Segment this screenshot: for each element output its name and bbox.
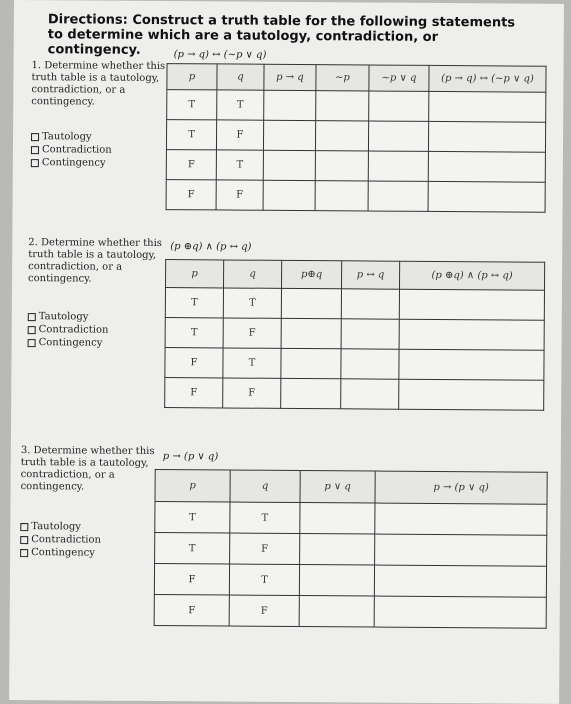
options-2: [28, 310, 109, 350]
blank-cell[interactable]: [399, 379, 544, 410]
options-3: [20, 520, 101, 560]
checkbox-contradiction-3[interactable]: [20, 536, 28, 544]
instruction-1: 1. Determine whether this truth table is a tautology, contradiction, or a contingency.: [31, 60, 166, 108]
blank-cell[interactable]: [341, 349, 399, 379]
cell: F: [216, 180, 263, 210]
option-label: Contradiction: [31, 534, 102, 546]
checkbox-contradiction-2[interactable]: [28, 326, 36, 334]
blank-cell[interactable]: [281, 378, 341, 408]
col-header: p ↔ q: [341, 261, 399, 289]
col-header: p⊕q: [281, 260, 341, 288]
cell: T: [230, 502, 300, 533]
option-label: Tautology: [42, 131, 92, 143]
blank-cell[interactable]: [429, 91, 546, 122]
blank-cell[interactable]: [281, 288, 341, 318]
cell: T: [229, 564, 299, 595]
blank-cell[interactable]: [300, 503, 375, 535]
option-label: Tautology: [31, 521, 81, 533]
truth-table-1: [166, 63, 547, 213]
blank-cell[interactable]: [315, 181, 368, 211]
cell: F: [223, 318, 281, 348]
cell: T: [155, 532, 230, 564]
blank-cell[interactable]: [375, 534, 547, 566]
checkbox-tautology-1[interactable]: [31, 133, 39, 141]
blank-cell[interactable]: [399, 289, 544, 320]
instruction-3: 3. Determine whether this truth table is a tautology, contradiction, or a contingency.: [20, 445, 155, 493]
col-header: p: [155, 469, 230, 502]
cell: F: [223, 378, 281, 408]
blank-cell[interactable]: [299, 565, 374, 597]
option-label: Contingency: [31, 547, 95, 559]
blank-cell[interactable]: [374, 565, 546, 597]
truth-table-2: [164, 259, 545, 411]
blank-cell[interactable]: [341, 379, 399, 409]
blank-cell[interactable]: [264, 90, 316, 120]
col-header: p: [165, 260, 223, 288]
blank-cell[interactable]: [428, 121, 545, 152]
cell: T: [165, 288, 223, 318]
table-row: [166, 180, 545, 213]
blank-cell[interactable]: [368, 151, 428, 181]
blank-cell[interactable]: [263, 120, 315, 150]
blank-cell[interactable]: [374, 596, 546, 628]
col-header: (p ⊕q) ∧ (p ↔ q): [399, 261, 544, 290]
table-row: [155, 501, 547, 535]
checkbox-tautology-2[interactable]: [28, 313, 36, 321]
truth-table-3: [154, 469, 548, 629]
directions-heading: Directions: Construct a truth table for the following statements to determine which are a tautology, contradiction, or contingency.: [47, 12, 516, 58]
cell: F: [166, 180, 216, 210]
blank-cell[interactable]: [315, 151, 368, 181]
blank-cell[interactable]: [315, 121, 368, 151]
col-header: (p → q) ↔ (~p ∨ q): [429, 65, 546, 92]
table-row: [154, 563, 546, 597]
cell: T: [217, 90, 264, 120]
cell: F: [165, 348, 223, 378]
col-header: ~p ∨ q: [369, 65, 429, 91]
blank-cell[interactable]: [341, 289, 399, 319]
cell: F: [229, 595, 299, 626]
blank-cell[interactable]: [281, 348, 341, 378]
option-label: Contradiction: [38, 324, 109, 336]
expression-2: (p ⊕q) ∧ (p ↔ q): [170, 241, 252, 253]
cell: T: [167, 90, 217, 120]
option-label: Tautology: [38, 311, 89, 323]
expression-1: (p → q) ↔ (~p ∨ q): [173, 49, 267, 61]
cell: T: [223, 348, 281, 378]
blank-cell[interactable]: [399, 349, 544, 380]
checkbox-tautology-3[interactable]: [20, 523, 28, 531]
cell: F: [165, 378, 223, 408]
cell: F: [216, 120, 263, 150]
col-header: ~p: [316, 65, 369, 91]
table-row: [166, 120, 545, 153]
blank-cell[interactable]: [281, 318, 341, 348]
col-header: p ∨ q: [300, 471, 375, 504]
cell: T: [166, 120, 216, 150]
col-header: p → q: [264, 64, 316, 90]
expression-3: p → (p ∨ q): [162, 451, 219, 463]
table-row: [165, 318, 544, 351]
col-header: p: [167, 64, 217, 90]
col-header: p → (p ∨ q): [375, 471, 547, 504]
blank-cell[interactable]: [369, 91, 429, 121]
checkbox-contingency-2[interactable]: [28, 339, 36, 347]
cell: F: [154, 594, 229, 626]
table-row: [154, 594, 546, 628]
table-row: [165, 378, 544, 411]
blank-cell[interactable]: [300, 534, 375, 566]
blank-cell[interactable]: [375, 503, 547, 535]
blank-cell[interactable]: [428, 181, 545, 212]
blank-cell[interactable]: [316, 91, 369, 121]
table-row: [165, 288, 544, 321]
table-row: [167, 90, 546, 123]
table-row: [155, 532, 547, 566]
cell: F: [230, 533, 300, 564]
option-label: Contingency: [41, 157, 106, 169]
col-header: q: [230, 470, 300, 502]
table-row: [165, 348, 544, 381]
col-header: q: [223, 260, 281, 288]
blank-cell[interactable]: [263, 150, 315, 180]
table-row: [166, 150, 545, 183]
cell: T: [155, 501, 230, 533]
checkbox-contingency-1[interactable]: [31, 159, 39, 167]
blank-cell[interactable]: [428, 151, 545, 182]
cell: T: [165, 318, 223, 348]
worksheet-page: [9, 0, 564, 704]
blank-cell[interactable]: [299, 596, 374, 628]
option-label: Contradiction: [41, 144, 112, 156]
blank-cell[interactable]: [341, 319, 399, 349]
blank-cell[interactable]: [368, 181, 428, 211]
cell: T: [216, 150, 263, 180]
col-header: q: [217, 64, 264, 90]
cell: F: [166, 150, 216, 180]
checkbox-contingency-3[interactable]: [20, 549, 28, 557]
instruction-2: 2. Determine whether this truth table is a tautology, contradiction, or a contingency.: [28, 237, 162, 285]
blank-cell[interactable]: [399, 319, 544, 350]
cell: T: [223, 288, 281, 318]
option-label: Contingency: [38, 337, 103, 349]
checkbox-contradiction-1[interactable]: [31, 146, 39, 154]
blank-cell[interactable]: [368, 121, 428, 151]
blank-cell[interactable]: [263, 180, 315, 210]
options-1: [31, 130, 112, 170]
cell: F: [154, 563, 229, 595]
